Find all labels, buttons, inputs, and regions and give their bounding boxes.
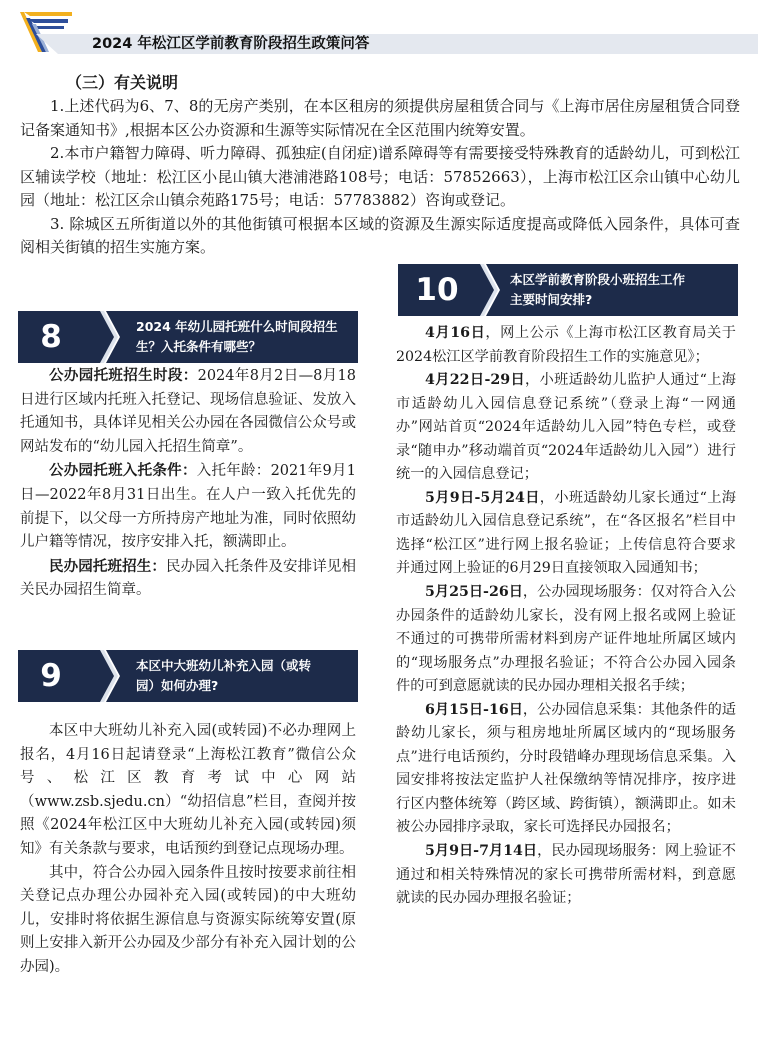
section-paragraph xyxy=(20,364,356,459)
notes-paragraph: 3. 除城区五所街道以外的其他街镇可根据本区域的资源及生源实际适度提高或降低入园条件，具体可查阅相关街镇的招生实施方案。 xyxy=(20,214,740,256)
paragraph-separator: ： xyxy=(181,462,197,480)
paragraph-label: 6月15日-16日 xyxy=(425,701,523,718)
section-title-line: 主要时间安排? xyxy=(510,292,593,307)
section-title-line: 园）如何办理? xyxy=(136,678,219,693)
paragraph-text: 民办园现场服务：网上验证不通过和相关特殊情况的家长可携带所需材料，到意愿就读的民办园办理报名验证； xyxy=(396,843,736,907)
section-paragraph xyxy=(396,699,736,840)
section-8-banner xyxy=(18,311,358,363)
notes-section xyxy=(20,72,740,260)
section-title-line: 2024 年幼儿园托班什么时间段招生 xyxy=(136,319,338,334)
paragraph-separator: ， xyxy=(485,325,501,341)
paragraph-separator: ， xyxy=(522,701,538,718)
section-title xyxy=(136,317,338,357)
section-10-body xyxy=(396,322,736,911)
paragraph-text: 2024年8月2日—8月18日进行区域内托班入托登记、现场信息验证、发放入托通知书，具体详见相关公办园在各园微信公众号或网站发布的“幼儿园入托招生简章”。 xyxy=(20,368,356,455)
paragraph-text: 民办园入托条件及安排详见相关民办园招生简章。 xyxy=(20,558,356,599)
paragraph-text: 公办园信息采集：其他条件的适龄幼儿家长，须与租房地址所属区域内的“现场服务点”进行电话预约，分时段错峰办理现场信息采集。入园安排将按法定监护人社保缴纳等情况排序，按序进行区内整体统筹（跨区域、跨街镇），额满即止。如未被公办园排序录取，家长可选择民办园报名； xyxy=(396,701,736,836)
section-9-body xyxy=(20,720,356,980)
paragraph-separator: ： xyxy=(151,557,166,575)
paragraph-label: 4月22日-29日 xyxy=(425,372,525,389)
section-10-banner xyxy=(398,264,738,316)
section-paragraph xyxy=(396,322,736,369)
paragraph-separator: ： xyxy=(182,367,198,384)
page-header-title: 2024 年松江区学前教育阶段招生政策问答 xyxy=(92,36,370,52)
paragraph-separator: ， xyxy=(522,584,538,601)
paragraph-text: 公办园现场服务：仅对符合入公办园条件的适龄幼儿家长，没有网上报名或网上验证不通过的可携带所需材料到房产证件地址所属区域内的“现场服务点”办理报名验证；不符合公办园入园条件的可到意愿就读的民办园办理相关报名手续； xyxy=(396,584,736,695)
paragraph-label: 4月16日 xyxy=(425,325,486,341)
section-paragraph xyxy=(396,581,736,699)
paragraph-label: 民办园托班招生 xyxy=(49,557,152,575)
paragraph-text: 小班适龄幼儿家长通过“上海市适龄幼儿入园信息登记系统”，在“各区报名”栏目中选择“松江区”进行网上报名验证；上传信息符合要求并通过网上验证的6月29日直接领取入园通知书； xyxy=(396,489,736,577)
paragraph-text: 小班适龄幼儿监护人通过“上海市适龄幼儿入园信息登记系统”（登录上海“一网通办”网站首页“2024年适龄幼儿入园”特色专栏，或登录“随申办”移动端首页“2024年适龄幼儿入园”）进行统一的入园信息登记； xyxy=(396,372,736,483)
notes-paragraph: 2.本市户籍智力障碍、听力障碍、孤独症(自闭症)谱系障碍等有需要接受特殊教育的适龄幼儿，可到松江区辅读学校（地址：松江区小昆山镇大港浦港路108号；电话：57852663），上海市松江区佘山镇中心幼儿园（地址：松江区佘山镇佘苑路175号；电话：57783882）咨询或登记。 xyxy=(20,144,740,209)
paragraph-separator: ， xyxy=(537,843,552,860)
paragraph-text: 网上公示《上海市松江区教育局关于2024松江区学前教育阶段招生工作的实施意见》； xyxy=(396,325,736,365)
paragraph-separator: ， xyxy=(539,489,555,506)
paragraph-label: 公办园托班入托条件 xyxy=(49,462,182,480)
paragraph-label: 5月25日-26日 xyxy=(425,584,523,601)
section-9-banner xyxy=(18,650,358,702)
section-title xyxy=(510,270,685,310)
notes-heading: （三）有关说明 xyxy=(66,73,179,92)
section-title xyxy=(136,656,311,696)
section-paragraph xyxy=(20,555,356,603)
notes-paragraph: 1.上述代码为6、7、8的无房产类别，在本区租房的须提供房屋租赁合同与《上海市居住房屋租赁合同登记备案通知书》,根据本区公办资源和生源等实际情况在全区范围内统筹安置。 xyxy=(20,97,740,139)
paragraph-text: 入托年龄：2021年9月1日—2022年8月31日出生。在人户一致入托优先的前提下，以父母一方所持房产地址为准，同时依照幼儿户籍等情况，按序安排入托，额满即止。 xyxy=(20,463,357,551)
paragraph-label: 5月9日-7月14日 xyxy=(425,843,538,860)
paragraph-label: 5月9日-5月24日 xyxy=(425,489,540,506)
paragraph-separator: ， xyxy=(525,372,540,389)
section-title-line: 本区中大班幼儿补充入园（或转 xyxy=(136,658,312,673)
section-8-body xyxy=(20,364,356,603)
section-paragraph xyxy=(20,459,356,554)
section-number: 9 xyxy=(40,658,62,694)
section-number: 10 xyxy=(415,272,459,308)
paragraph-label: 公办园托班招生时段 xyxy=(49,367,183,384)
section-paragraph: 其中，符合公办园入园条件且按时按要求前往相关登记点办理公办园补充入园(或转园)的中大班幼儿，安排时将依据生源信息与资源实际统筹安置(原则上安排入新开公办园及少部分有补充入园计划的公办园)。 xyxy=(20,864,356,975)
section-paragraph xyxy=(396,840,736,911)
section-title-line: 本区学前教育阶段小班招生工作 xyxy=(510,272,686,287)
section-number: 8 xyxy=(40,319,62,355)
section-paragraph xyxy=(396,369,736,487)
section-paragraph xyxy=(396,487,736,581)
section-title-line: 生？入托条件有哪些？ xyxy=(136,339,262,354)
section-paragraph: 本区中大班幼儿补充入园(或转园)不必办理网上报名，4月16日起请登录“上海松江教育”微信公众号、松江区教育考试中心网站（www.zsb.sjedu.cn）“幼招信息”栏目，查阅并按照《2024年松江区中大班幼儿补充入园(或转园)须知》有关条款与要求，电话预约到登记点现场办理。 xyxy=(20,723,356,857)
